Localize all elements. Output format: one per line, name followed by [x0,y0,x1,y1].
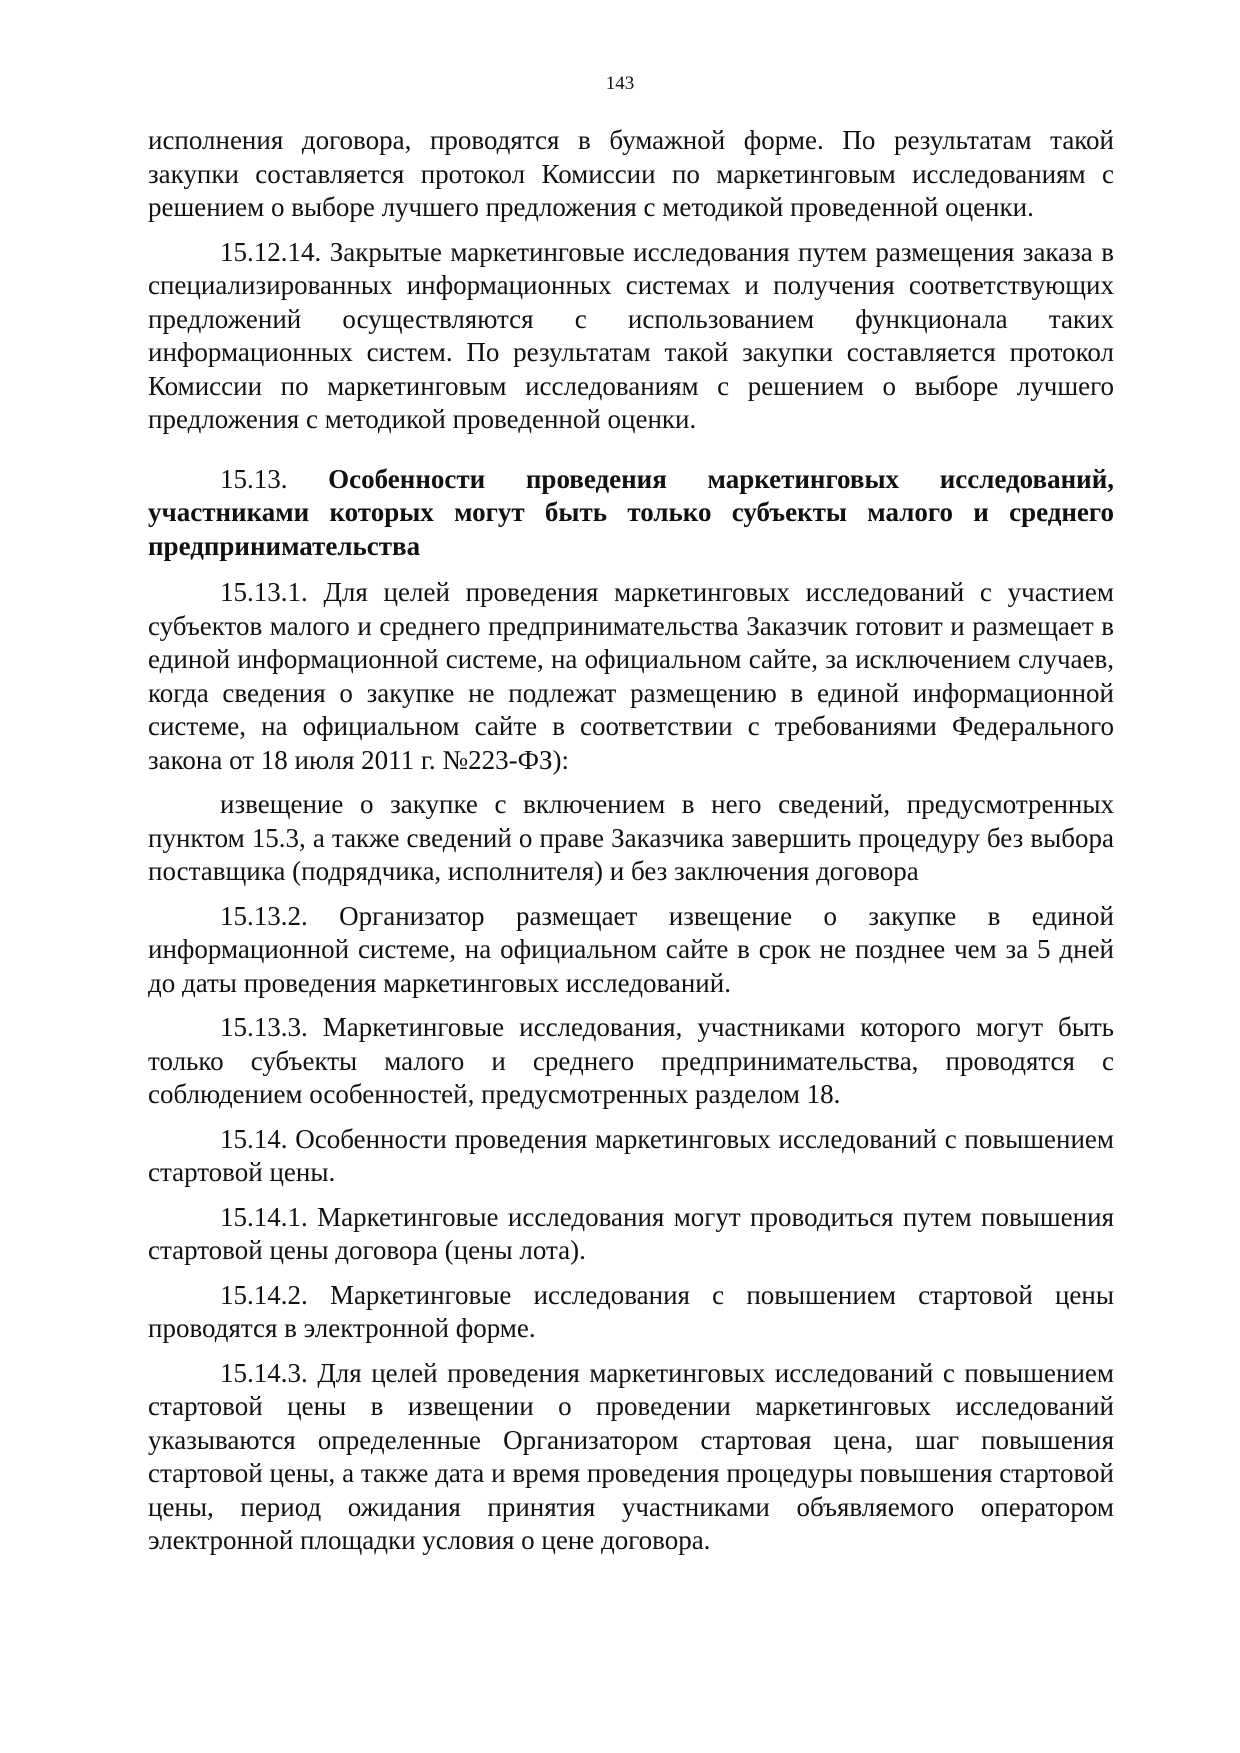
section-number: 15.13. [220,463,288,494]
paragraph-number: 15.14.1. [220,1201,308,1232]
paragraph-15-13-2 [148,900,1114,1001]
paragraph-text: Для целей проведения маркетинговых исследований с участием субъектов малого и среднего предпринимательства Заказчик готовит и размещает в единой информационной системе, на официальном сайте, за исключением случаев, когда сведения о закупке не подлежат размещению в единой информационной системе, на официальном сайте в соответствии с требованиями Федерального закона от 18 июля 2011 г. №223-ФЗ): [148,577,1114,775]
section-title: Особенности проведения маркетинговых исследований, участниками которых могут быть только субъекты малого и среднего предпринимательства [148,463,1114,561]
paragraph-15-14 [148,1123,1114,1190]
paragraph-number: 15.13.3. [220,1012,308,1042]
paragraph-number: 15.14.3. [220,1357,308,1388]
paragraph-number: 15.13.2. [220,900,308,931]
paragraph-15-14-1 [148,1201,1114,1268]
paragraph-15-13-3 [148,1011,1114,1112]
paragraph-text: извещение о закупке с включением в него сведений, предусмотренных пунктом 15.3, а также сведений о праве Заказчика завершить процедуру без выбора поставщика (подрядчика, исполнителя) и без заключения договора [148,789,1114,886]
section-heading-15-13 [148,463,1114,564]
paragraph-text: Для целей проведения маркетинговых исследований с повышением стартовой цены в извещении о проведении маркетинговых исследований указываются определенные Организатором стартовая цена, шаг повышения стартовой цены, а также дата и время проведения процедуры повышения стартовой цены, период ожидания принятия участниками объявляемого оператором электронной площадки условия о цене договора. [148,1357,1114,1555]
document-body [148,124,1114,1569]
paragraph-15-14-3 [148,1357,1114,1558]
paragraph-text: Закрытые маркетинговые исследования путем размещения заказа в специализированных информационных системах и получения соответствующих предложений осуществляются с использованием функционала таких информационных систем. По результатам такой закупки составляется протокол Комиссии по маркетинговым исследованиям с решением о выборе лучшего предложения с методикой проведенной оценки. [148,236,1115,434]
paragraph-number: 15.12.14. [220,236,322,267]
paragraph-continuation [148,124,1114,225]
paragraph-15-13-1 [148,576,1114,777]
paragraph-text: Маркетинговые исследования могут проводиться путем повышения стартовой цены договора (цены лота). [148,1201,1114,1265]
paragraph-number: 15.14. [220,1123,288,1154]
paragraph-15-12-14 [148,236,1114,437]
paragraph-text: исполнения договора, проводятся в бумажной форме. По результатам такой закупки составляется протокол Комиссии по маркетинговым исследованиям с решением о выборе лучшего предложения с методикой проведенной оценки. [148,125,1114,222]
paragraph-text: Особенности проведения маркетинговых исследований с повышением стартовой цены. [148,1123,1114,1187]
paragraph-text: Маркетинговые исследования, участниками которого могут быть только субъекты малого и среднего предпринимательства, проводятся с соблюдением особенностей, предусмотренных разделом 18. [148,1012,1114,1109]
paragraph-number: 15.13.1. [220,577,308,607]
paragraph-15-14-2 [148,1279,1114,1346]
paragraph-text: Организатор размещает извещение о закупке в единой информационной системе, на официальном сайте в срок не позднее чем за 5 дней до даты проведения маркетинговых исследований. [148,900,1114,998]
paragraph-number: 15.14.2. [220,1279,308,1310]
paragraph-text: Маркетинговые исследования с повышением стартовой цены проводятся в электронной форме. [148,1279,1114,1343]
paragraph-notice [148,788,1114,889]
page-number: 143 [605,73,635,94]
